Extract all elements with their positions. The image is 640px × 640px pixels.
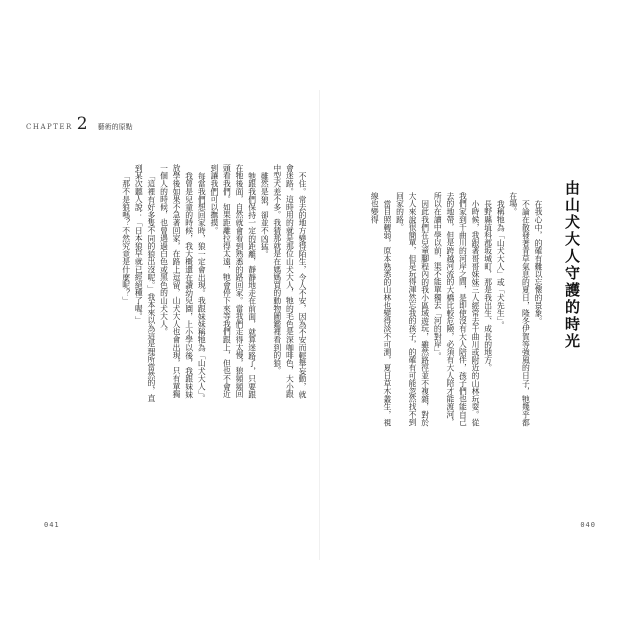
paragraph: 小時候，我跟著哥哥妹妹三人經常去千曲川或附近的山林玩耍。從我們家到千曲川的河岸之間，是即使沒有大人陪伴，孩子們也能自己去的地帶，但是跨越河流的大橋比較危險，必須有大人陪才能渡河，所以在讀中學以前，渠不能單獨去「河的對岸」。 <box>433 192 481 426</box>
paragraph: 我稱牠為「山犬大人」或「犬先生」。 <box>496 199 506 329</box>
chapter-header <box>26 116 133 133</box>
right-page-number: 040 <box>580 521 596 529</box>
section-title: 由山犬大人守護的時光 <box>563 180 581 350</box>
paragraph: 在我心中，的確有難以忘懷的景象。 <box>534 199 543 325</box>
paragraph: 因此我們在兒童腳程內的我小區域遊玩，雖然路徑並不複雜，對於大人來說很簡單，但是玩得渾然忘我的孩子，的確有可能忽然找不到回家的路。 <box>395 192 430 426</box>
left-body-text <box>56 164 308 404</box>
chapter-label: CHAPTER <box>26 123 73 131</box>
left-page-number: 041 <box>44 521 60 529</box>
paragraph: 牠跟我們保持一定的距離，靜靜地走在前面，就算迷路了，只要跟在牠後面，自然就會看到熟悉的路回家。當我們走得太慢，狼頻頻回頭看我們。如果距離拉得太遠，牠會停下來等我們跟上，但也不會近到讓我們可以撫摸。 <box>209 164 257 398</box>
paragraph: 我曾是兒童的時候，我大概還在讀幼兒園，上小學以後，我跟妹妹放學後如果不急著回家，在路上逗留，山犬大人也會出現，只有單獨一個人的時候，也曾遇過白色或黑色的山犬大人。 <box>159 164 194 398</box>
paragraph: 長野縣埴科郡坂城町，那是我出生、成長的地方。 <box>483 199 493 372</box>
paragraph: 「那不是狼嗎？不然究竟是什麼呢？」 <box>121 171 131 305</box>
paragraph: 不住。常去的地方變得陌生，令人不安，因為不安而輕舉妄動，就會迷路。這時用的就是那位山犬大人，牠的毛色是深咖啡色，大小跟中型犬差不多。我猜那就是在媽媽買的動物圖鑑裡看到的狼。 <box>272 164 307 398</box>
paragraph: 「這裡有好多隻不同的狼出沒呢。」我本來以為這是理所當然的，直到某次聽人說：「日本狼早就已經絕種了喔。」 <box>134 164 156 402</box>
paragraph: 當目照轉弱，原本熟悉的山林也變得淡不可測，夏日草木叢生，視線也變得 <box>370 192 392 426</box>
paragraph: 不論在散發著青草氣息的夏日，隆冬伊賀等強風的日子，牠幾乎都在場。 <box>508 192 531 426</box>
paragraph: 每當我們想回家時，狼一定會出現。我跟妹妹稱牠為「山犬大人」。 <box>197 171 207 402</box>
paragraph: 雖然是狼，卻並不凶猛。 <box>260 171 270 258</box>
chapter-title: 藝術的原點 <box>97 123 133 131</box>
right-body-text <box>344 192 544 432</box>
chapter-number: 2 <box>76 114 88 134</box>
